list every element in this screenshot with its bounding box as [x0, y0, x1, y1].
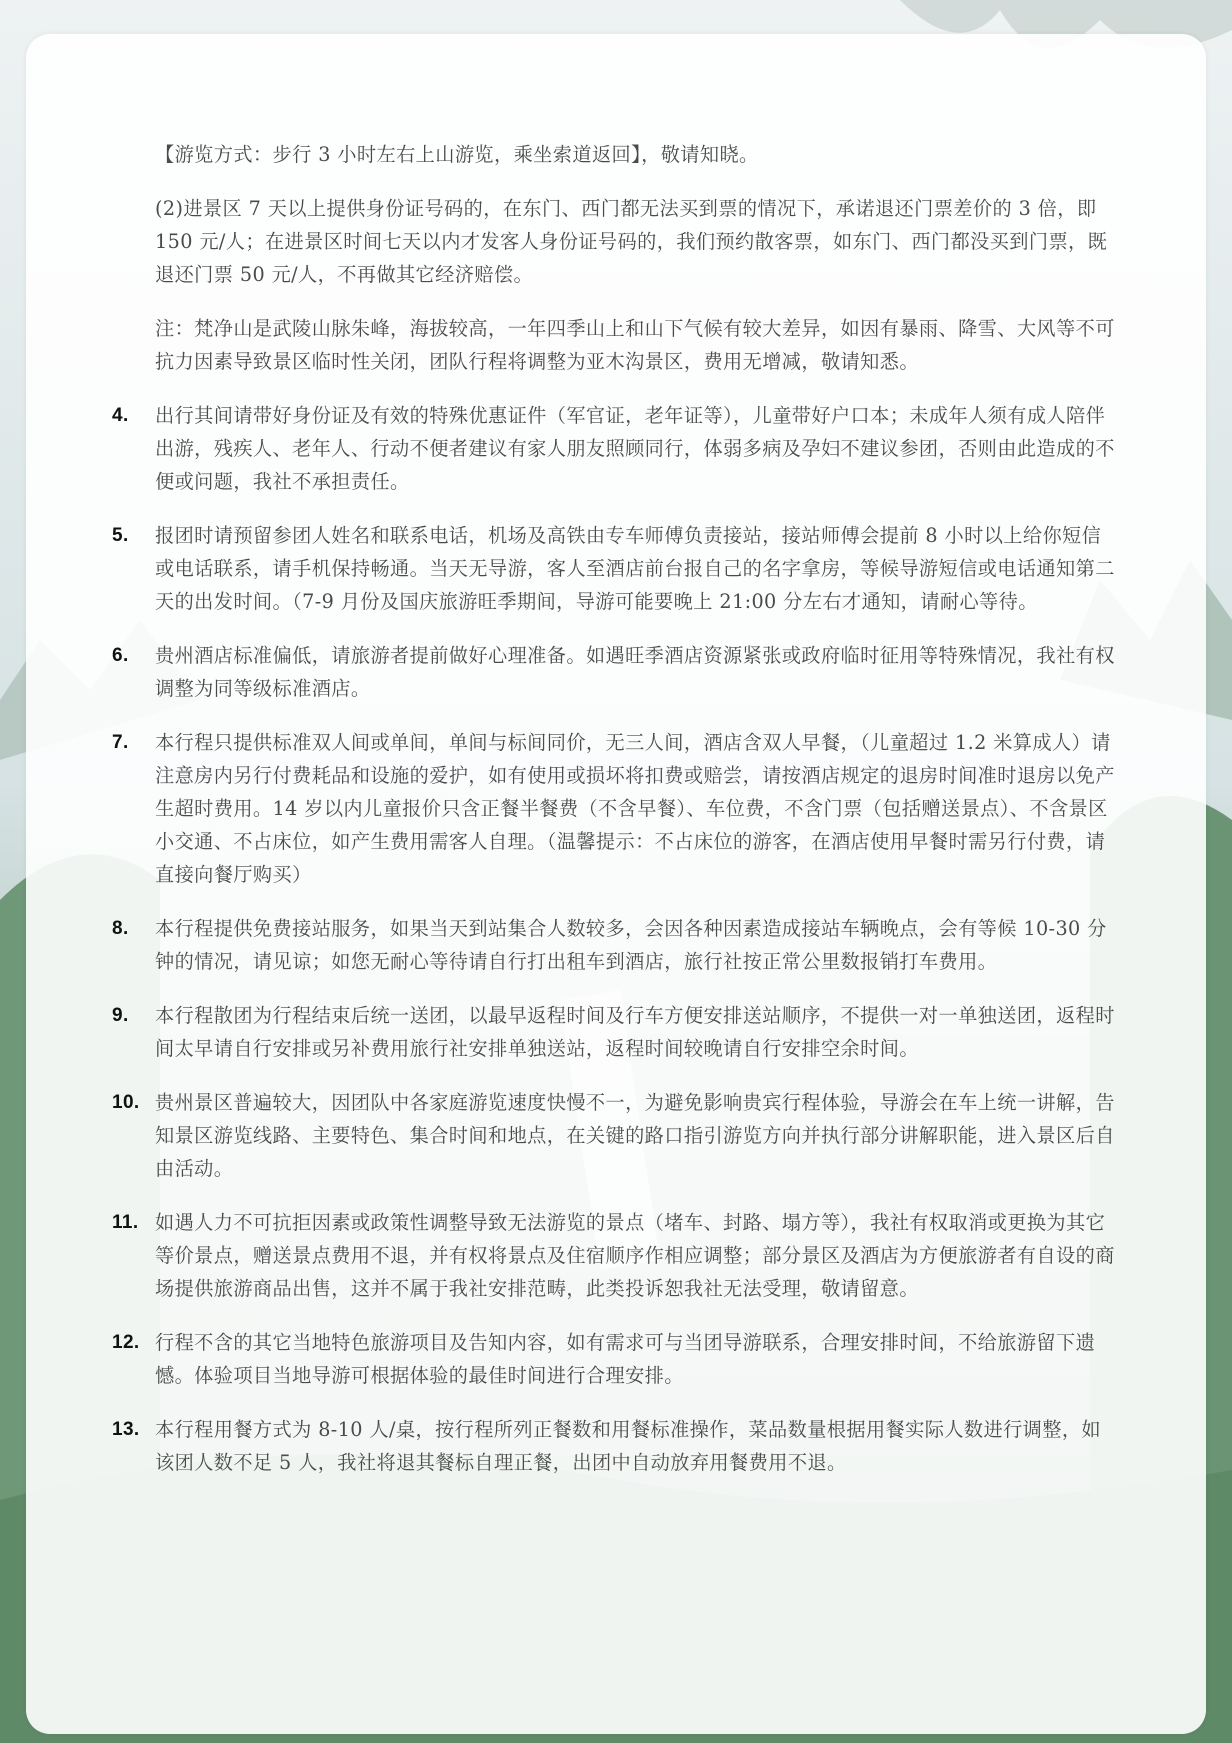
item-number: 11.	[112, 1212, 139, 1233]
list-item	[112, 999, 1120, 1065]
ticket-refund-note: (2)进景区 7 天以上提供身份证号码的，在东门、西门都无法买到票的情况下，承诺退还门票差价的 3 倍，即 150 元/人；在进景区时间七天以内才发客人身份证号码的，我们预约散客票，如东门、西门都没买到门票，既退还门票 50 元/人，不再做其它经济赔偿。	[155, 197, 1108, 286]
item-text: 出行其间请带好身份证及有效的特殊优惠证件（军官证，老年证等），儿童带好户口本；未成年人须有成人陪伴出游，残疾人、老年人、行动不便者建议有家人朋友照顾同行，体弱多病及孕妇不建议参团，否则由此造成的不便或问题，我社不承担责任。	[155, 404, 1115, 493]
item-number: 12.	[112, 1332, 140, 1353]
notice-content	[112, 138, 1120, 1500]
item-number: 10.	[112, 1092, 140, 1113]
item-text: 贵州酒店标准偏低，请旅游者提前做好心理准备。如遇旺季酒店资源紧张或政府临时征用等特殊情况，我社有权调整为同等级标准酒店。	[155, 644, 1115, 700]
item-text: 本行程散团为行程结束后统一送团，以最早返程时间及行车方便安排送站顺序，不提供一对一单独送团，返程时间太早请自行安排或另补费用旅行社安排单独送站，返程时间较晚请自行安排空余时间。	[155, 1004, 1115, 1060]
item-number: 8.	[112, 918, 129, 939]
fanjingshan-weather-note: 注：梵净山是武陵山脉朱峰，海拔较高，一年四季山上和山下气候有较大差异，如因有暴雨、降雪、大风等不可抗力因素导致景区临时性关闭，团队行程将调整为亚木沟景区，费用无增减，敬请知悉。	[155, 317, 1115, 373]
list-item	[112, 1326, 1120, 1392]
item-number: 6.	[112, 645, 129, 666]
item-number: 4.	[112, 405, 129, 426]
list-item	[112, 1413, 1120, 1479]
item-text: 本行程用餐方式为 8-10 人/桌，按行程所列正餐数和用餐标准操作，菜品数量根据用餐实际人数进行调整，如该团人数不足 5 人，我社将退其餐标自理正餐，出团中自动放弃用餐费用不退。	[155, 1418, 1102, 1474]
tour-mode-note: 【游览方式：步行 3 小时左右上山游览，乘坐索道返回】，敬请知晓。	[155, 143, 759, 166]
item-text: 报团时请预留参团人姓名和联系电话，机场及高铁由专车师傅负责接站，接站师傅会提前 8 小时以上给你短信或电话联系，请手机保持畅通。当天无导游，客人至酒店前台报自己的名字拿房，等候导游短信或电话通知第二天的出发时间。（7-9 月份及国庆旅游旺季期间，导游可能要晚上 21:00 分左右才通知，请耐心等待。	[155, 524, 1115, 613]
item-text: 本行程提供免费接站服务，如果当天到站集合人数较多，会因各种因素造成接站车辆晚点，会有等候 10-30 分钟的情况，请见谅；如您无耐心等待请自行打出租车到酒店，旅行社按正常公里数报销打车费用。	[155, 917, 1107, 973]
item-text: 行程不含的其它当地特色旅游项目及告知内容，如有需求可与当团导游联系，合理安排时间，不给旅游留下遗憾。体验项目当地导游可根据体验的最佳时间进行合理安排。	[155, 1331, 1096, 1387]
item-text: 如遇人力不可抗拒因素或政策性调整导致无法游览的景点（堵车、封路、塌方等），我社有权取消或更换为其它等价景点，赠送景点费用不退，并有权将景点及住宿顺序作相应调整；部分景区及酒店为方便旅游者有自设的商场提供旅游商品出售，这并不属于我社安排范畴，此类投诉恕我社无法受理，敬请留意。	[155, 1211, 1115, 1300]
list-item	[112, 399, 1120, 498]
list-item	[112, 639, 1120, 705]
item-text: 贵州景区普遍较大，因团队中各家庭游览速度快慢不一，为避免影响贵宾行程体验，导游会在车上统一讲解，告知景区游览线路、主要特色、集合时间和地点，在关键的路口指引游览方向并执行部分讲解职能，进入景区后自由活动。	[155, 1091, 1115, 1180]
list-item	[112, 912, 1120, 978]
list-item	[112, 519, 1120, 618]
item-number: 5.	[112, 525, 129, 546]
list-item	[112, 1206, 1120, 1305]
item-number: 9.	[112, 1005, 129, 1026]
item-number: 7.	[112, 732, 129, 753]
item-number: 13.	[112, 1419, 140, 1440]
list-item	[112, 1086, 1120, 1185]
list-item	[112, 726, 1120, 891]
item-text: 本行程只提供标准双人间或单间，单间与标间同价，无三人间，酒店含双人早餐，（儿童超过 1.2 米算成人）请注意房内另行付费耗品和设施的爱护，如有使用或损坏将扣费或赔尝，请按酒店规定的退房时间准时退房以免产生超时费用。14 岁以内儿童报价只含正餐半餐费（不含早餐）、车位费，不含门票（包括赠送景点）、不含景区小交通、不占床位，如产生费用需客人自理。（温馨提示：不占床位的游客，在酒店使用早餐时需另行付费，请直接向餐厅购买）	[155, 731, 1115, 886]
